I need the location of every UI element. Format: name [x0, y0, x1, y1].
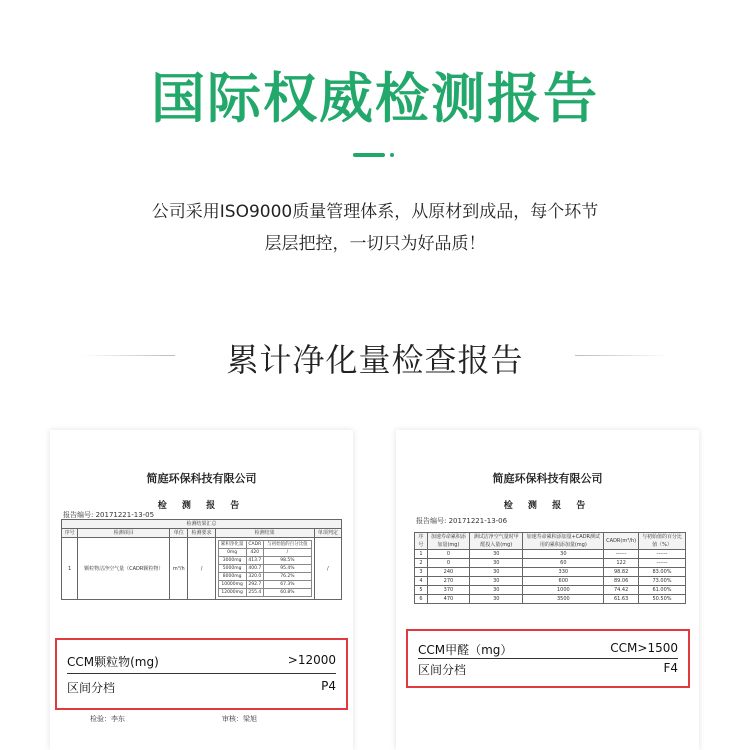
- table-header: 与初始值的百分比值（%）: [639, 533, 686, 550]
- highlight-box: [406, 629, 690, 688]
- sub-cell: 10000mg: [218, 581, 246, 589]
- table-cell: 1000: [523, 586, 604, 595]
- table-cell: 1: [62, 538, 78, 600]
- grade-value: P4: [321, 679, 336, 693]
- report-company: 简庭环保科技有限公司: [492, 472, 603, 485]
- sub-cell: 76.2%: [264, 573, 312, 581]
- sub-header: 累积净化量: [218, 541, 246, 549]
- table-cell: 30: [470, 595, 523, 604]
- table-cell: 73.00%: [639, 577, 686, 586]
- table-header: 单项判定: [314, 529, 341, 538]
- sub-table: [218, 540, 312, 597]
- table-cell: m³/h: [170, 538, 188, 600]
- table-cell: 30: [470, 568, 523, 577]
- results-table: [414, 532, 686, 604]
- title-accent: [353, 153, 395, 157]
- table-cell: 30: [470, 577, 523, 586]
- table-caption: 检测结果汇总: [62, 520, 342, 529]
- table-header: 序号: [415, 533, 428, 550]
- table-header: 测试洁净空气量时甲醛投入量(mg): [470, 533, 523, 550]
- table-cell: /: [188, 538, 215, 600]
- table-header: 检测结果: [215, 529, 314, 538]
- table-cell: 1: [415, 550, 428, 559]
- section-title: 累计净化量检查报告: [226, 341, 524, 379]
- highlight-divider: [418, 658, 678, 659]
- table-cell: 30: [523, 550, 604, 559]
- table-cell: 30: [470, 559, 523, 568]
- table-cell: 98.82: [604, 568, 639, 577]
- divider-right: [575, 355, 670, 356]
- table-header: 检测项目: [78, 529, 170, 538]
- report-card-particulate: [50, 430, 353, 750]
- highlight-divider: [67, 673, 336, 674]
- table-cell: ------: [639, 550, 686, 559]
- table-header: CADR(m³/h): [604, 533, 639, 550]
- table-cell: 5: [415, 586, 428, 595]
- table-cell: 0: [427, 550, 469, 559]
- table-cell: 122: [604, 559, 639, 568]
- sub-header: 与初始值的百分比值: [264, 541, 312, 549]
- table-cell: 61.63: [604, 595, 639, 604]
- table-cell: ------: [604, 550, 639, 559]
- sub-cell: 320.0: [246, 573, 263, 581]
- table-cell: 50.50%: [639, 595, 686, 604]
- table-cell: 0: [427, 559, 469, 568]
- table-header: 加速寿命累积添加量(mg): [427, 533, 469, 550]
- report-title: 检 测 报 告: [503, 501, 592, 511]
- table-cell: 30: [470, 550, 523, 559]
- sub-cell: 0mg: [218, 549, 246, 557]
- sub-cell: 292.7: [246, 581, 263, 589]
- sub-cell: 12000mg: [218, 589, 246, 597]
- accent-dot: [390, 153, 394, 157]
- table-cell: 3500: [523, 595, 604, 604]
- table-cell: 61.00%: [639, 586, 686, 595]
- ccm-value: CCM>1500: [610, 641, 678, 655]
- table-cell: 74.42: [604, 586, 639, 595]
- table-cell: 600: [523, 577, 604, 586]
- table-cell: 颗粒物洁净空气量（CADR颗粒物）: [78, 538, 170, 600]
- hero-title: 国际权威检测报告: [151, 67, 599, 130]
- sub-cell: 95.4%: [264, 565, 312, 573]
- sub-cell: 413.7: [246, 557, 263, 565]
- table-cell: 6: [415, 595, 428, 604]
- table-cell: 330: [523, 568, 604, 577]
- table-cell: 270: [427, 577, 469, 586]
- grade-label: 区间分档: [418, 663, 467, 677]
- ccm-label: CCM甲醛（mg）: [418, 643, 513, 657]
- table-cell: 240: [427, 568, 469, 577]
- table-cell: 60: [523, 559, 604, 568]
- table-header: 加速寿命累积添加量+CADR测试用的累积添加量(mg): [523, 533, 604, 550]
- inspector-signature: 检验：李东: [90, 715, 125, 723]
- sub-cell: 8000mg: [218, 573, 246, 581]
- ccm-value: >12000: [287, 653, 336, 667]
- reviewer-signature: 审核：梁旭: [222, 715, 257, 723]
- table-cell: /: [314, 538, 341, 600]
- sub-cell: 60.8%: [264, 589, 312, 597]
- results-table: [61, 519, 342, 600]
- report-number: 报告编号: 20171221-13-06: [416, 517, 508, 525]
- grade-value: F4: [663, 661, 678, 675]
- intro-line-2: 层层把控，一切只为好品质！: [264, 234, 486, 254]
- table-cell: 3: [415, 568, 428, 577]
- grade-label: 区间分档: [67, 681, 116, 695]
- report-company: 简庭环保科技有限公司: [146, 472, 257, 485]
- table-cell: 89.06: [604, 577, 639, 586]
- table-cell: ------: [639, 559, 686, 568]
- table-cell: [215, 538, 314, 600]
- report-card-formaldehyde: [396, 430, 699, 750]
- table-cell: 470: [427, 595, 469, 604]
- intro-text: [0, 196, 750, 260]
- highlight-box: [55, 638, 348, 710]
- table-cell: 2: [415, 559, 428, 568]
- table-cell: 4: [415, 577, 428, 586]
- table-header: 单位: [170, 529, 188, 538]
- sub-cell: 3000mg: [218, 557, 246, 565]
- ccm-label: CCM颗粒物(mg): [67, 655, 159, 669]
- table-header: 检测要求: [188, 529, 215, 538]
- table-cell: 83.00%: [639, 568, 686, 577]
- accent-bar: [353, 153, 385, 157]
- report-title: 检 测 报 告: [157, 501, 246, 511]
- sub-cell: 255.4: [246, 589, 263, 597]
- sub-cell: /: [264, 549, 312, 557]
- report-number: 报告编号: 20171221-13-05: [63, 511, 155, 519]
- sub-cell: 420: [246, 549, 263, 557]
- table-header: 序号: [62, 529, 78, 538]
- sub-cell: 5000mg: [218, 565, 246, 573]
- intro-line-1: 公司采用ISO9000质量管理体系，从原材到成品，每个环节: [151, 202, 599, 222]
- sub-header: CADR: [246, 541, 263, 549]
- sub-cell: 98.5%: [264, 557, 312, 565]
- table-cell: 370: [427, 586, 469, 595]
- table-cell: 30: [470, 586, 523, 595]
- sub-cell: 67.3%: [264, 581, 312, 589]
- sub-cell: 400.7: [246, 565, 263, 573]
